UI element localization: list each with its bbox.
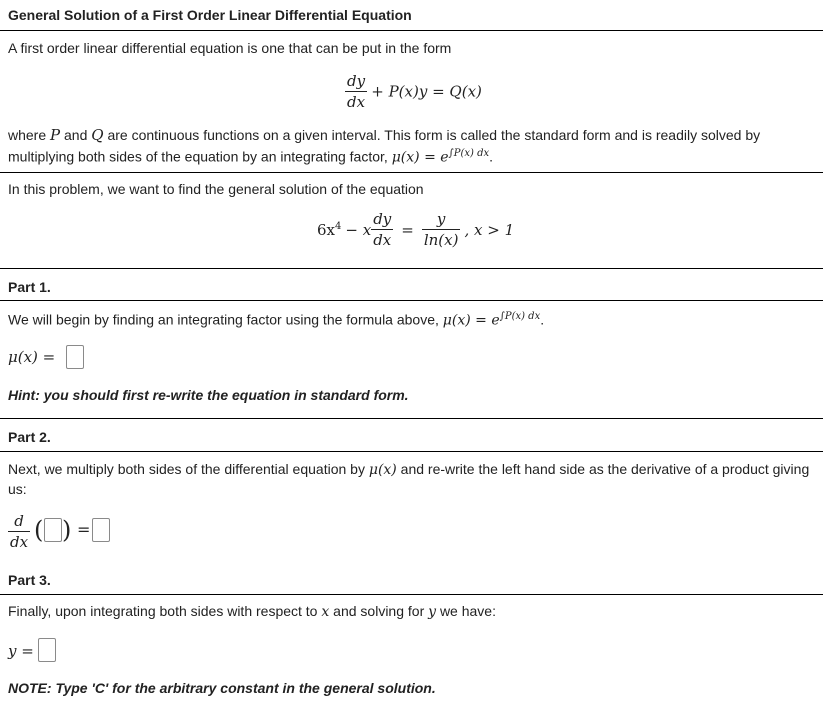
part3-answer-label: y = — [8, 642, 34, 660]
left-paren: ( — [34, 516, 44, 544]
part2-equals: = — [77, 520, 91, 539]
problem-equation: $6x^4$ − x $\frac{dy}{dx}$ = $\frac{y}{\ln(x)}$ , x > 1 — [317, 210, 515, 249]
part1-heading: Part 1. — [8, 279, 51, 295]
part1-hint: Hint: you should first re-write the equation in standard form. — [8, 387, 409, 403]
y-over-ln-fraction: $\frac{y}{\ln(x)}$ — [423, 210, 459, 249]
standard-form-equation — [345, 72, 482, 111]
divider — [0, 594, 823, 595]
divider — [0, 30, 823, 31]
standard-form-rest: + P(x)y = Q(x) — [371, 82, 482, 101]
integrating-factor-formula: μ(x) = e — [391, 149, 449, 166]
divider — [0, 172, 823, 173]
part2-text-line-2: us: — [8, 481, 27, 497]
dy-dx-fraction: $\frac{dy}{dx}$ — [347, 72, 366, 111]
part1-text: We will begin by finding an integrating factor using the formula above, $\mu(x) = e^{\int P(x) dx}$. — [8, 311, 545, 329]
divider — [0, 418, 823, 419]
right-side-answer-input[interactable] — [92, 518, 110, 542]
dy-dx-fraction: $\frac{dy}{dx}$ — [373, 210, 392, 249]
intro-line-3: multiplying both sides of the equation by an integrating factor, $\mu(x) = e^{\int P(x) dx}$. — [8, 148, 494, 166]
part3-text: Finally, upon integrating both sides with respect to x and solving for y we have: — [8, 603, 496, 620]
derivative-operator: $\frac{d}{dx}$ — [10, 512, 29, 551]
divider — [0, 268, 823, 269]
part3-heading: Part 3. — [8, 572, 51, 588]
part3-note: NOTE: Type 'C' for the arbitrary constant in the general solution. — [8, 680, 436, 696]
intro-line-1: A first order linear differential equation is one that can be put in the form — [8, 40, 452, 56]
right-paren: ) — [62, 516, 72, 544]
intro-line-2: where P and Q are continuous functions on a given interval. This form is called the standard form and is readily solved by — [8, 126, 761, 144]
part1-answer-label: μ(x) = — [8, 348, 56, 366]
divider — [0, 300, 823, 301]
part2-text-line-1: Next, we multiply both sides of the differential equation by μ(x) and re-write the left hand side as the derivative of a product giving — [8, 461, 810, 478]
problem-line: In this problem, we want to find the general solution of the equation — [8, 181, 424, 197]
divider — [0, 451, 823, 452]
integrating-factor-answer-input[interactable] — [66, 345, 84, 369]
general-solution-answer-input[interactable] — [38, 638, 56, 662]
product-answer-input[interactable] — [44, 518, 62, 542]
part2-heading: Part 2. — [8, 429, 51, 445]
page-title: General Solution of a First Order Linear Differential Equation — [8, 7, 412, 23]
